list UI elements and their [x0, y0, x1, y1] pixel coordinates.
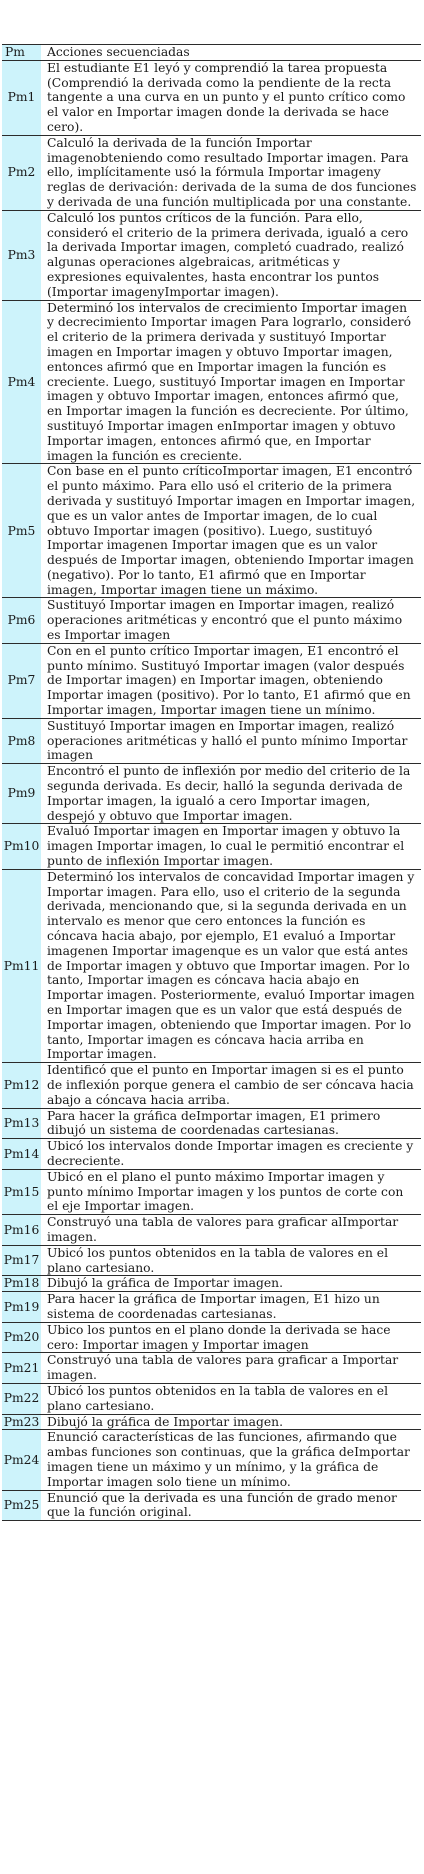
row-code-cell: Pm14	[2, 1139, 41, 1169]
row-code-cell: Pm15	[2, 1170, 41, 1214]
table-row	[2, 1414, 421, 1430]
row-description-cell: Ubicó en el plano el punto máximo Importar imagen y punto mínimo Importar imagen y los puntos de corte con el eje Importar imagen.	[47, 1169, 404, 1214]
row-code-cell: Pm16	[2, 1215, 41, 1245]
row-code-cell: Pm1	[2, 61, 41, 135]
row-code-cell: Pm23	[3, 1414, 40, 1429]
row-code-cell: Pm22	[2, 1384, 41, 1414]
row-description-cell: Dibujó la gráfica de Importar imagen.	[47, 1414, 283, 1429]
table-header-row	[2, 44, 421, 60]
table-row	[2, 1062, 421, 1107]
row-description-cell: Ubicó los puntos obtenidos en la tabla de valores en el plano cartesiano.	[47, 1383, 388, 1413]
table-row	[2, 1275, 421, 1291]
row-code-cell: Pm19	[2, 1292, 41, 1322]
row-description-cell: Ubicó los puntos obtenidos en la tabla de valores en el plano cartesiano.	[47, 1245, 388, 1275]
row-description-cell: Determinó los intervalos de crecimiento Importar imagen y decrecimiento Importar imagen Para lograrlo, consideró el criterio de la primera derivada y sustituyó Importar imagen en Importar imagen y obtuvo Importar imagen, entonces afirmó que en Importar imagen la función es creciente. Luego, sustituyó Importar imagen en Importar imagen y obtuvo Importar imagen, entonces afirmó que, en Importar imagen la función es decreciente. Por último, sustituyó Importar imagen enImportar imagen y obtuvo Importar imagen, entonces afirmó que, en Importar imagen la función es creciente.	[47, 300, 412, 463]
row-code-cell: Pm21	[2, 1353, 41, 1383]
table-row	[2, 869, 421, 1062]
row-description-cell: Sustituyó Importar imagen en Importar imagen, realizó operaciones aritméticas y halló el punto mínimo Importar imagen	[47, 718, 408, 763]
table-row	[2, 763, 421, 823]
table-row	[2, 643, 421, 718]
row-description-cell: Enunció que la derivada es una función de grado menor que la función original.	[47, 1490, 397, 1520]
row-code-cell: Pm10	[2, 824, 41, 868]
row-description-cell: Dibujó la gráfica de Importar imagen.	[47, 1276, 283, 1291]
row-code-cell: Pm17	[2, 1246, 41, 1276]
row-description-cell: Para hacer la gráfica de Importar imagen, E1 hizo un sistema de coordenadas cartesianas.	[47, 1292, 380, 1321]
row-code-cell: Pm8	[2, 719, 41, 763]
row-code-cell: Pm7	[2, 644, 41, 718]
table-row	[2, 823, 421, 868]
row-description-cell: Evaluó Importar imagen en Importar imagen y obtuvo la imagen Importar imagen, lo cual le permitió encontrar el punto de inflexión Importar imagen.	[47, 824, 405, 869]
row-description-cell: Para hacer la gráfica deImportar imagen, E1 primero dibujó un sistema de coordenadas cartesianas.	[47, 1108, 381, 1138]
table-row	[2, 1490, 421, 1522]
row-description-cell: Con en el punto crítico Importar imagen, E1 encontró el punto mínimo. Sustituyó Importar imagen (valor después de Importar imagen) en Importar imagen, obteniendo Importar imagen (positivo). Por lo tanto, E1 afirmó que en Importar imagen, Importar imagen tiene un mínimo.	[47, 643, 411, 718]
row-code-cell: Pm2	[2, 136, 41, 210]
row-description-cell: Determinó los intervalos de concavidad Importar imagen y Importar imagen. Para ello, uso el criterio de la segunda derivada, mencionando que, si la segunda derivada en un intervalo es menor que cero entonces la función es cóncava hacia abajo, por ejemplo, E1 evaluó a Importar imagenen Importar imagenque es un valor que está antes de Importar imagen y obtuvo que Importar imagen. Por lo tanto, Importar imagen es cóncava hacia abajo en Importar imagen. Posteriormente, evaluó Importar imagen en Importar imagen que es un valor que está después de Importar imagen, obteniendo que Importar imagen. Por lo tanto, Importar imagen es cóncava hacia arriba en Importar imagen.	[47, 869, 415, 1062]
table-row	[2, 1108, 421, 1139]
table-row	[2, 597, 421, 642]
row-description-cell: Ubico los puntos en el plano donde la derivada se hace cero: Importar imagen y Importar imagen	[47, 1322, 391, 1352]
row-code-cell: Pm13	[2, 1109, 41, 1139]
table-row	[2, 1169, 421, 1214]
actions-table	[2, 44, 421, 1521]
row-description-cell: Sustituyó Importar imagen en Importar imagen, realizó operaciones aritméticas y encontró que el punto máximo es Importar imagen	[47, 598, 403, 643]
row-code-cell: Pm12	[2, 1063, 41, 1107]
row-description-cell: El estudiante E1 leyó y comprendió la tarea propuesta (Comprendió la derivada como la pendiente de la recta tangente a una curva en un punto y el punto crítico como el valor en Importar imagen donde la derivada se hace cero).	[47, 60, 406, 134]
row-description-cell: Identificó que el punto en Importar imagen si es el punto de inflexión porque genera el cambio de ser cóncava hacia abajo a cóncava hacia arriba.	[47, 1063, 414, 1107]
table-row	[2, 463, 421, 597]
row-code-cell: Pm9	[2, 764, 41, 823]
header-description-cell: Acciones secuenciadas	[47, 45, 190, 59]
row-code-cell: Pm24	[2, 1430, 41, 1489]
table-row	[2, 1429, 421, 1489]
row-code-cell: Pm11	[2, 870, 41, 1062]
header-code-cell: Pm	[2, 45, 41, 60]
row-code-cell: Pm5	[2, 464, 41, 597]
row-code-cell: Pm20	[2, 1323, 41, 1353]
table-row	[2, 1214, 421, 1245]
table-row	[2, 1322, 421, 1353]
row-code-cell: Pm18	[3, 1276, 40, 1291]
row-description-cell: Con base en el punto críticoImportar imagen, E1 encontró el punto máximo. Para ello usó el criterio de la primera derivada y sustituyó Importar imagen en Importar imagen, que es un valor antes de Importar imagen, de lo cual obtuvo Importar imagen (positivo). Luego, sustituyó Importar imagenen Importar imagen que es un valor después de Importar imagen, obteniendo Importar imagen (negativo). Por lo tanto, E1 afirmó que en Importar imagen, Importar imagen tiene un máximo.	[47, 464, 416, 597]
row-description-cell: Construyó una tabla de valores para graficar a Importar imagen.	[47, 1353, 399, 1383]
row-code-cell: Pm4	[2, 301, 41, 464]
row-description-cell: Encontró el punto de inflexión por medio del criterio de la segunda derivada. Es decir, halló la segunda derivada de Importar imagen, la igualó a cero Importar imagen, despejó y obtuvo que Importar imagen.	[47, 764, 411, 823]
table-row	[2, 300, 421, 464]
table-row	[2, 1352, 421, 1383]
table-row	[2, 60, 421, 135]
table-row	[2, 1383, 421, 1414]
row-description-cell: Enunció características de las funciones, afirmando que ambas funciones son continuas, que la gráfica deImportar imagen tiene un máximo y un mínimo, y la gráfica de Importar imagen solo tiene un mínimo.	[47, 1430, 410, 1489]
row-description-cell: Construyó una tabla de valores para graficar alImportar imagen.	[47, 1215, 399, 1244]
table-row	[2, 718, 421, 763]
table-row	[2, 1138, 421, 1169]
table-row	[2, 135, 421, 210]
row-code-cell: Pm3	[2, 211, 41, 300]
row-description-cell: Ubicó los intervalos donde Importar imagen es creciente y decreciente.	[47, 1139, 414, 1168]
row-code-cell: Pm6	[2, 598, 41, 642]
row-code-cell: Pm25	[2, 1491, 41, 1521]
table-row	[2, 210, 421, 300]
row-description-cell: Calculó los puntos críticos de la función. Para ello, consideró el criterio de la primera derivada, igualó a cero la derivada Importar imagen, completó cuadrado, realizó algunas operaciones algebraicas, aritméticas y expresiones equivalentes, hasta encontrar los puntos (Importar imagenyImportar imagen).	[47, 210, 409, 299]
table-row	[2, 1291, 421, 1322]
table-row	[2, 1245, 421, 1276]
row-description-cell: Calculó la derivada de la función Importar imagenobteniendo como resultado Importar imagen. Para ello, implícitamente usó la fórmula Importar imageny reglas de derivación: derivada de la suma de dos funciones y derivada de una función multiplicada por una constante.	[47, 135, 417, 209]
